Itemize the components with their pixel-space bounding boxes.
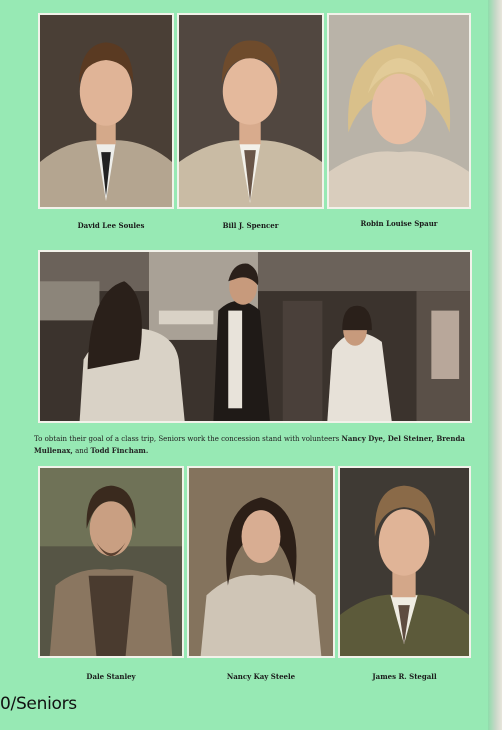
group-photo-caption — [34, 433, 480, 457]
portrait-dale-stanley — [38, 466, 184, 658]
page-edge — [488, 0, 502, 730]
portrait-bill-j-spencer — [177, 13, 324, 209]
caption-james-r-stegall: James R. Stegall — [372, 672, 437, 681]
caption-robin-louise-spaur: Robin Louise Spaur — [360, 219, 438, 228]
caption-nancy-kay-steele: Nancy Kay Steele — [226, 672, 296, 681]
caption-join: and — [75, 447, 89, 455]
page-number-section-label: 0/Seniors — [0, 694, 77, 714]
portrait-robin-louise-spaur — [327, 13, 471, 209]
portrait-james-r-stegall — [338, 466, 471, 658]
caption-bill-j-spencer: Bill J. Spencer — [222, 221, 279, 230]
caption-david-lee-soules: David Lee Soules — [77, 221, 145, 230]
caption-volunteers-a: Nancy Dye, Del Steiner, Brenda Mullenax, — [34, 434, 465, 455]
portrait-nancy-kay-steele — [187, 466, 335, 658]
portrait-david-lee-soules — [38, 13, 174, 209]
caption-dale-stanley: Dale Stanley — [86, 672, 136, 681]
group-photo-concession-stand — [38, 250, 472, 423]
caption-intro: To obtain their goal of a class trip, Seniors work the concession stand with volunteers — [34, 435, 340, 443]
caption-volunteers-b: Todd Fincham. — [90, 446, 149, 455]
